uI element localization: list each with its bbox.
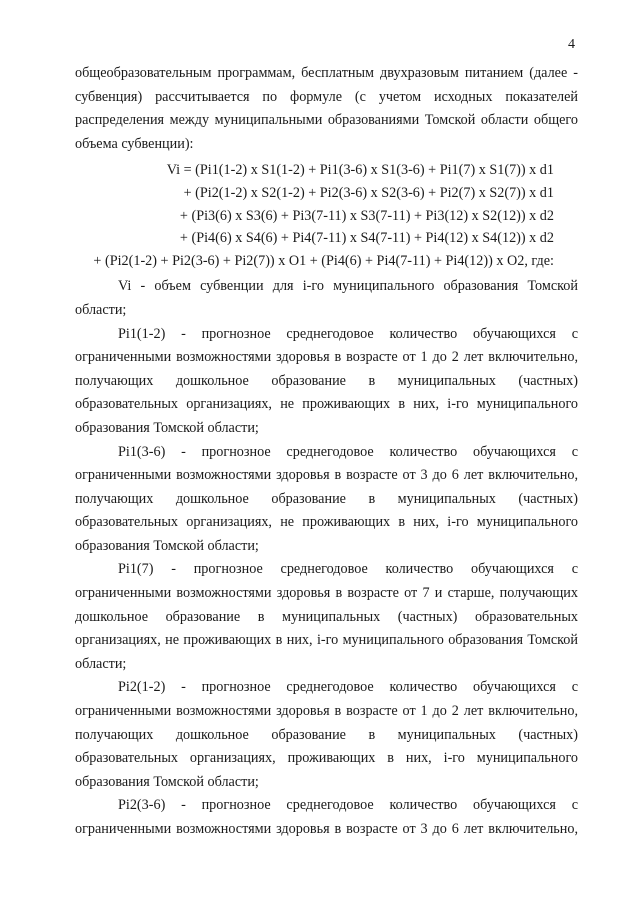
formula-line: Vi = (Pi1(1-2) x S1(1-2) + Pi1(3-6) x S1(3-6) + Pi1(7) x S1(7)) x d1 — [166, 162, 554, 179]
formula-line: + (Pi3(6) x S3(6) + Pi3(7-11) x S3(7-11) + Pi3(12) x S2(12)) x d2 — [179, 207, 554, 224]
page-number: 4 — [568, 37, 575, 52]
definition-paragraph: Pi1(1-2) - прогнозное среднегодовое количество обучающихся с ограниченными возможностями здоровья в возрасте от 1 до 2 лет включительно, получающих дошкольное образование в муниципальных (частных) образовательных организациях, не проживающих в них, i-го муниципального образования Томской области; — [75, 325, 578, 436]
definition-paragraph: Vi - объем субвенции для i-го муниципального образования Томской области; — [75, 278, 578, 318]
definition-paragraph: Pi1(7) - прогнозное среднегодовое количество обучающихся с ограниченными возможностями здоровья в возрасте от 7 и старше, получающих дошкольное образование в муниципальных (частных) образовательных организациях, не проживающих в них, i-го муниципального образования Томской области; — [75, 561, 578, 672]
definition-paragraph: Pi2(3-6) - прогнозное среднегодовое количество обучающихся с ограниченными возможностями здоровья в возрасте от 3 до 6 лет включительно, — [75, 797, 578, 837]
formula-line: + (Pi2(1-2) + Pi2(3-6) + Pi2(7)) x O1 + (Pi4(6) + Pi4(7-11) + Pi4(12)) x O2, где: — [93, 252, 554, 269]
intro-paragraph: общеобразовательным программам, бесплатным двухразовым питанием (далее - субвенция) рассчитывается по формуле (с учетом исходных показателей распределения между муниципальными образованиями Томской области общего объема субвенции): — [75, 65, 578, 152]
formula-line: + (Pi2(1-2) x S2(1-2) + Pi2(3-6) x S2(3-6) + Pi2(7) x S2(7)) x d1 — [183, 184, 554, 201]
subvention-formula — [75, 159, 578, 272]
definition-paragraph: Pi2(1-2) - прогнозное среднегодовое количество обучающихся с ограниченными возможностями здоровья в возрасте от 1 до 2 лет включительно, получающих дошкольное образование в муниципальных (частных) образовательных организациях, проживающих в них, i-го муниципального образования Томской области; — [75, 679, 578, 790]
definition-paragraph: Pi1(3-6) - прогнозное среднегодовое количество обучающихся с ограниченными возможностями здоровья в возрасте от 3 до 6 лет включительно, получающих дошкольное образование в муниципальных (частных) образовательных организациях, не проживающих в них, i-го муниципального образования Томской области; — [75, 443, 578, 554]
formula-line: + (Pi4(6) x S4(6) + Pi4(7-11) x S4(7-11) + Pi4(12) x S4(12)) x d2 — [179, 230, 554, 247]
document-body — [75, 62, 578, 842]
